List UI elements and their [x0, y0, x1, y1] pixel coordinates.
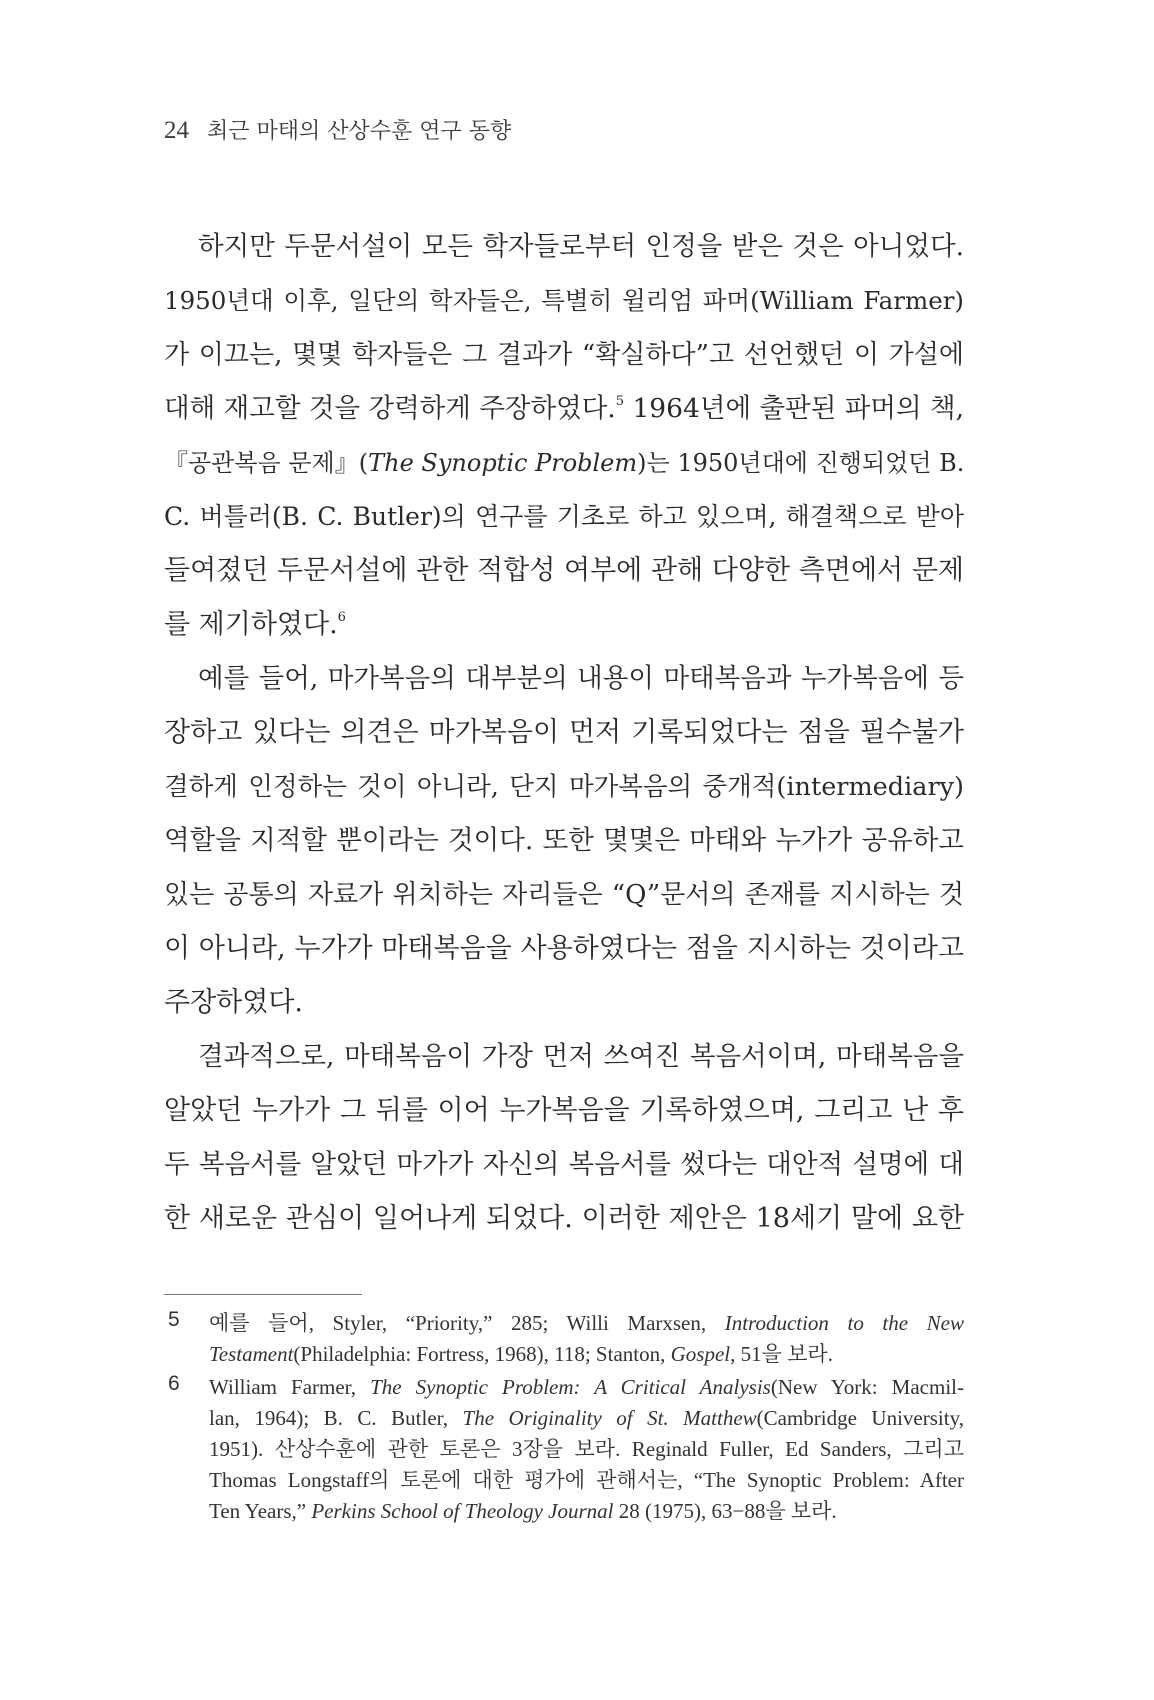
paragraph-3-line-4: 한 새로운 관심이 일어나게 되었다. 이러한 제안은 18세기 말에 요한 — [164, 1203, 964, 1234]
text-span: (New York: Macmil- — [770, 1375, 964, 1399]
book-title-italic: Gospel — [670, 1342, 731, 1366]
paragraph-1-line-4 — [164, 382, 964, 436]
paragraph-2-line-5: 있는 공통의 자료가 위치하는 자리들은 “Q”문서의 존재를 지시하는 것 — [164, 880, 964, 910]
paragraph-2-line-4: 역할을 지적할 뿐이라는 것이다. 또한 몇몇은 마태와 누가가 공유하고 — [164, 825, 964, 856]
body-text — [164, 220, 964, 1246]
footnote-6-line-1 — [209, 1372, 964, 1403]
footnote-6 — [164, 1372, 964, 1527]
footnote-number: 6 — [168, 1372, 180, 1395]
text-span: William Farmer, — [209, 1375, 371, 1399]
footnote-5-line-1 — [209, 1308, 964, 1339]
paragraph-1-line-6: C. 버틀러(B. C. Butler)의 연구를 기초로 하고 있으며, 해결책으로 받아 — [164, 502, 964, 531]
paragraph-1-line-8 — [164, 598, 964, 652]
book-title-italic: The Originality of St. Matthew — [462, 1406, 757, 1430]
book-title-italic: Testament — [209, 1342, 294, 1366]
book-title-italic: The Synoptic Problem: A Critical Analysis — [370, 1375, 771, 1399]
footnote-6-line-2 — [209, 1403, 964, 1434]
text-span: , 51을 보라. — [730, 1342, 833, 1366]
paragraph-2-line-2: 장하고 있다는 의견은 마가복음이 먼저 기록되었다는 점을 필수불가 — [164, 717, 964, 748]
footnote-6-line-5 — [209, 1496, 964, 1527]
footnote-number: 5 — [168, 1308, 180, 1331]
paragraph-2-line-3: 결하게 인정하는 것이 아니라, 단지 마가복음의 중개적(intermediary) — [164, 772, 964, 802]
text-span: lan, 1964); B. C. Butler, — [209, 1406, 463, 1430]
footnote-ref-6: 6 — [337, 610, 346, 625]
paragraph-1-line-3: 가 이끄는, 몇몇 학자들은 그 결과가 “확실하다”고 선언했던 이 가설에 — [164, 340, 964, 370]
footnote-6-line-4: Thomas Longstaff의 토론에 대한 평가에 관해서는, “The Synoptic Problem: After — [209, 1468, 964, 1492]
footnote-6-line-3: 1951). 산상수훈에 관한 토론은 3장을 보라. Reginald Fuller, Ed Sanders, 그리고 — [209, 1437, 964, 1461]
text-span: (Cambridge University, — [756, 1406, 964, 1430]
paragraph-3-line-1: 결과적으로, 마태복음이 가장 먼저 쓰여진 복음서이며, 마태복음을 — [198, 1041, 964, 1072]
text-span: 『공관복음 문제』( — [164, 449, 369, 477]
text-span: Ten Years,” — [209, 1499, 312, 1523]
footnotes — [164, 1308, 964, 1529]
footnote-5 — [164, 1308, 964, 1370]
running-title: 최근 마태의 산상수훈 연구 동향 — [207, 119, 512, 144]
paragraph-1-line-2: 1950년대 이후, 일단의 학자들은, 특별히 윌리엄 파머(William Farmer) — [164, 286, 964, 315]
text-span: 1964년에 출판된 파머의 책, — [624, 393, 964, 424]
text-span: 예를 들어, Styler, “Priority,” 285; Willi Marxsen, — [209, 1311, 725, 1335]
paragraph-2-line-7: 주장하였다. — [164, 987, 303, 1018]
journal-title-italic: Perkins School of Theology Journal — [311, 1499, 614, 1523]
text-span: (Philadelphia: Fortress, 1968), 118; Stanton, — [293, 1342, 671, 1366]
book-title-italic: The Synoptic Problem — [368, 449, 638, 477]
text-span: 28 (1975), 63−88을 보라. — [613, 1499, 837, 1523]
paragraph-1-line-7: 들여졌던 두문서설에 관한 적합성 여부에 관해 다양한 측면에서 문제 — [164, 555, 964, 586]
book-title-italic: Introduction to the New — [724, 1311, 964, 1335]
page-number: 24 — [164, 117, 189, 144]
footnote-divider — [164, 1294, 362, 1295]
paragraph-3-line-2: 알았던 누가가 그 뒤를 이어 누가복음을 기록하였으며, 그리고 난 후 — [164, 1095, 964, 1126]
text-span: 대해 재고할 것을 강력하게 주장하였다. — [164, 393, 616, 424]
paragraph-3-line-3: 두 복음서를 알았던 마가가 자신의 복음서를 썼다는 대안적 설명에 대 — [164, 1149, 964, 1180]
paragraph-2-line-1: 예를 들어, 마가복음의 대부분의 내용이 마태복음과 누가복음에 등 — [198, 663, 964, 694]
footnote-5-line-2 — [209, 1339, 964, 1370]
paragraph-1-line-1: 하지만 두문서설이 모든 학자들로부터 인정을 받은 것은 아니었다. — [198, 231, 964, 262]
running-head — [164, 114, 511, 145]
text-span: )는 1950년대에 진행되었던 B. — [637, 449, 965, 477]
paragraph-1-line-5 — [164, 436, 964, 490]
text-span: 를 제기하였다. — [164, 609, 338, 640]
paragraph-2-line-6: 이 아니라, 누가가 마태복음을 사용하였다는 점을 지시하는 것이라고 — [164, 933, 964, 964]
footnote-ref-5: 5 — [615, 394, 625, 409]
